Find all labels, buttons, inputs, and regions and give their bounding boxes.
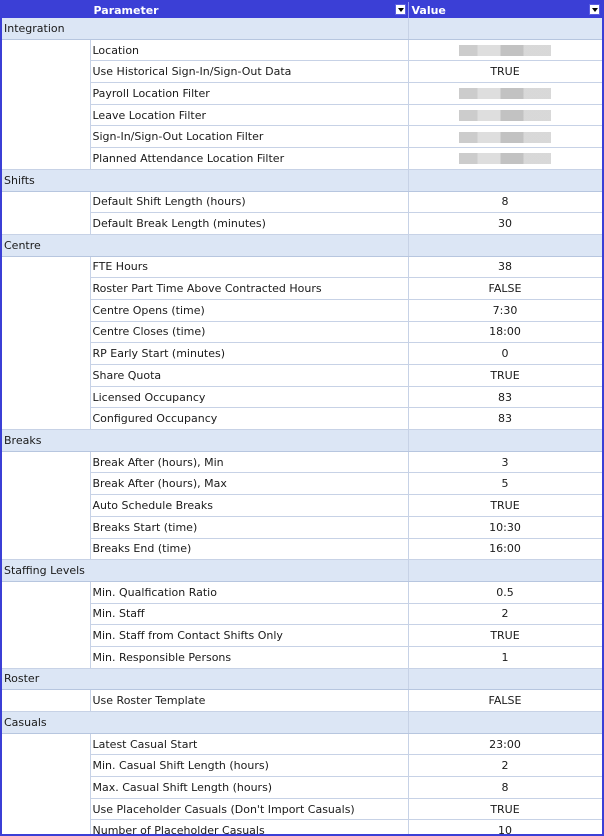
table-row[interactable] <box>2 516 602 538</box>
table-row[interactable] <box>2 365 602 387</box>
group-indent-cell <box>2 321 90 343</box>
group-spacer <box>408 712 602 734</box>
table-row[interactable] <box>2 39 602 61</box>
table-row[interactable] <box>2 495 602 517</box>
table-row[interactable] <box>2 646 602 668</box>
parameter-cell[interactable]: Payroll Location Filter <box>90 83 408 105</box>
parameter-cell[interactable]: FTE Hours <box>90 256 408 278</box>
group-row[interactable] <box>2 712 602 734</box>
parameter-cell[interactable]: Default Shift Length (hours) <box>90 191 408 213</box>
group-indent-cell <box>2 126 90 148</box>
table-row[interactable] <box>2 755 602 777</box>
header-row <box>2 2 602 18</box>
table-row[interactable] <box>2 148 602 170</box>
value-cell[interactable]: TRUE <box>408 798 602 820</box>
group-row[interactable] <box>2 560 602 582</box>
parameter-cell[interactable]: Number of Placeholder Casuals <box>90 820 408 836</box>
table-row[interactable] <box>2 386 602 408</box>
value-cell[interactable]: FALSE <box>408 690 602 712</box>
value-cell[interactable]: 0.5 <box>408 581 602 603</box>
value-cell[interactable]: TRUE <box>408 61 602 83</box>
value-cell[interactable]: 10 <box>408 820 602 836</box>
group-indent-cell <box>2 191 90 213</box>
group-indent-cell <box>2 278 90 300</box>
parameters-table <box>2 2 603 836</box>
value-cell[interactable] <box>408 148 602 170</box>
group-column-header <box>2 2 90 18</box>
parameter-cell[interactable]: Configured Occupancy <box>90 408 408 430</box>
table-row[interactable] <box>2 191 602 213</box>
table-row[interactable] <box>2 321 602 343</box>
parameter-cell[interactable]: Break After (hours), Max <box>90 473 408 495</box>
group-indent-cell <box>2 256 90 278</box>
group-indent-cell <box>2 451 90 473</box>
parameter-cell[interactable]: Roster Part Time Above Contracted Hours <box>90 278 408 300</box>
value-cell[interactable]: 18:00 <box>408 321 602 343</box>
table-row[interactable] <box>2 538 602 560</box>
redacted-value <box>459 88 551 99</box>
parameter-cell[interactable]: Use Roster Template <box>90 690 408 712</box>
group-name: Staffing Levels <box>2 560 90 582</box>
group-row[interactable] <box>2 430 602 452</box>
value-cell[interactable]: 7:30 <box>408 299 602 321</box>
group-spacer <box>90 560 408 582</box>
parameter-cell[interactable]: Sign-In/Sign-Out Location Filter <box>90 126 408 148</box>
group-indent-cell <box>2 408 90 430</box>
parameter-cell[interactable]: Breaks End (time) <box>90 538 408 560</box>
table-row[interactable] <box>2 343 602 365</box>
parameter-cell[interactable]: Location <box>90 39 408 61</box>
value-cell[interactable]: 23:00 <box>408 733 602 755</box>
group-spacer <box>408 560 602 582</box>
parameter-cell[interactable]: Use Historical Sign-In/Sign-Out Data <box>90 61 408 83</box>
group-indent-cell <box>2 495 90 517</box>
value-cell[interactable]: TRUE <box>408 625 602 647</box>
group-indent-cell <box>2 798 90 820</box>
group-spacer <box>90 712 408 734</box>
value-cell[interactable]: 38 <box>408 256 602 278</box>
group-indent-cell <box>2 646 90 668</box>
value-cell[interactable]: 3 <box>408 451 602 473</box>
value-cell[interactable]: 10:30 <box>408 516 602 538</box>
value-cell[interactable]: 5 <box>408 473 602 495</box>
group-spacer <box>90 234 408 256</box>
table-row[interactable] <box>2 473 602 495</box>
value-cell[interactable]: 2 <box>408 603 602 625</box>
group-spacer <box>90 18 408 39</box>
group-indent-cell <box>2 343 90 365</box>
group-name: Centre <box>2 234 90 256</box>
group-name: Breaks <box>2 430 90 452</box>
value-cell[interactable]: 16:00 <box>408 538 602 560</box>
value-cell[interactable] <box>408 83 602 105</box>
value-cell[interactable]: 8 <box>408 777 602 799</box>
group-indent-cell <box>2 538 90 560</box>
parameter-cell[interactable]: Auto Schedule Breaks <box>90 495 408 517</box>
group-row[interactable] <box>2 668 602 690</box>
group-indent-cell <box>2 473 90 495</box>
table-row[interactable] <box>2 451 602 473</box>
value-column-header[interactable] <box>408 2 602 18</box>
group-indent-cell <box>2 690 90 712</box>
parameter-cell[interactable]: Breaks Start (time) <box>90 516 408 538</box>
group-indent-cell <box>2 213 90 235</box>
value-cell[interactable]: 0 <box>408 343 602 365</box>
group-name: Casuals <box>2 712 90 734</box>
parameters-body <box>2 18 602 836</box>
parameter-cell[interactable]: Min. Responsible Persons <box>90 646 408 668</box>
group-indent-cell <box>2 820 90 836</box>
group-spacer <box>408 668 602 690</box>
value-cell[interactable] <box>408 104 602 126</box>
filter-dropdown-icon[interactable] <box>395 4 406 15</box>
value-cell[interactable]: FALSE <box>408 278 602 300</box>
table-row[interactable] <box>2 408 602 430</box>
redacted-value <box>459 132 551 143</box>
group-indent-cell <box>2 39 90 61</box>
group-indent-cell <box>2 299 90 321</box>
group-name: Roster <box>2 668 90 690</box>
filter-dropdown-icon[interactable] <box>589 4 600 15</box>
parameter-cell[interactable]: Break After (hours), Min <box>90 451 408 473</box>
value-cell[interactable]: 83 <box>408 408 602 430</box>
table-row[interactable] <box>2 777 602 799</box>
group-name: Shifts <box>2 169 90 191</box>
table-row[interactable] <box>2 798 602 820</box>
group-indent-cell <box>2 625 90 647</box>
group-indent-cell <box>2 104 90 126</box>
value-cell[interactable]: 8 <box>408 191 602 213</box>
parameter-cell[interactable]: Min. Casual Shift Length (hours) <box>90 755 408 777</box>
table-row[interactable] <box>2 581 602 603</box>
table-row[interactable] <box>2 820 602 836</box>
table-row[interactable] <box>2 104 602 126</box>
group-indent-cell <box>2 148 90 170</box>
table-row[interactable] <box>2 625 602 647</box>
table-row[interactable] <box>2 61 602 83</box>
group-spacer <box>90 430 408 452</box>
parameter-header-label: Parameter <box>93 3 159 17</box>
table-row[interactable] <box>2 299 602 321</box>
table-row[interactable] <box>2 690 602 712</box>
value-cell[interactable] <box>408 39 602 61</box>
group-row[interactable] <box>2 234 602 256</box>
group-row[interactable] <box>2 18 602 39</box>
parameter-cell[interactable]: Use Placeholder Casuals (Don't Import Casuals) <box>90 798 408 820</box>
value-cell[interactable]: 1 <box>408 646 602 668</box>
table-row[interactable] <box>2 126 602 148</box>
group-spacer <box>90 169 408 191</box>
parameter-cell[interactable]: Min. Qualfication Ratio <box>90 581 408 603</box>
value-cell[interactable]: TRUE <box>408 495 602 517</box>
value-cell[interactable]: TRUE <box>408 365 602 387</box>
table-row[interactable] <box>2 256 602 278</box>
group-indent-cell <box>2 603 90 625</box>
value-cell[interactable] <box>408 126 602 148</box>
value-cell[interactable]: 2 <box>408 755 602 777</box>
group-spacer <box>408 430 602 452</box>
group-indent-cell <box>2 755 90 777</box>
group-spacer <box>408 18 602 39</box>
redacted-value <box>459 45 551 56</box>
table-row[interactable] <box>2 83 602 105</box>
group-spacer <box>90 668 408 690</box>
parameter-cell[interactable]: Leave Location Filter <box>90 104 408 126</box>
parameter-cell[interactable]: Min. Staff from Contact Shifts Only <box>90 625 408 647</box>
redacted-value <box>459 110 551 121</box>
group-indent-cell <box>2 581 90 603</box>
table-row[interactable] <box>2 733 602 755</box>
group-spacer <box>408 234 602 256</box>
parameter-cell[interactable]: Licensed Occupancy <box>90 386 408 408</box>
table-row[interactable] <box>2 278 602 300</box>
parameter-cell[interactable]: Planned Attendance Location Filter <box>90 148 408 170</box>
group-indent-cell <box>2 777 90 799</box>
parameter-cell[interactable]: Min. Staff <box>90 603 408 625</box>
group-name: Integration <box>2 18 90 39</box>
redacted-value <box>459 153 551 164</box>
group-indent-cell <box>2 516 90 538</box>
value-cell[interactable]: 30 <box>408 213 602 235</box>
parameter-cell[interactable]: Centre Opens (time) <box>90 299 408 321</box>
parameter-cell[interactable]: Centre Closes (time) <box>90 321 408 343</box>
parameter-column-header[interactable] <box>90 2 408 18</box>
group-indent-cell <box>2 61 90 83</box>
value-cell[interactable]: 83 <box>408 386 602 408</box>
value-header-label: Value <box>411 3 446 17</box>
parameter-cell[interactable]: RP Early Start (minutes) <box>90 343 408 365</box>
table-row[interactable] <box>2 603 602 625</box>
group-indent-cell <box>2 733 90 755</box>
parameter-cell[interactable]: Max. Casual Shift Length (hours) <box>90 777 408 799</box>
group-indent-cell <box>2 386 90 408</box>
parameter-cell[interactable]: Latest Casual Start <box>90 733 408 755</box>
group-indent-cell <box>2 365 90 387</box>
table-row[interactable] <box>2 213 602 235</box>
parameter-cell[interactable]: Default Break Length (minutes) <box>90 213 408 235</box>
group-indent-cell <box>2 83 90 105</box>
group-row[interactable] <box>2 169 602 191</box>
parameter-cell[interactable]: Share Quota <box>90 365 408 387</box>
group-spacer <box>408 169 602 191</box>
